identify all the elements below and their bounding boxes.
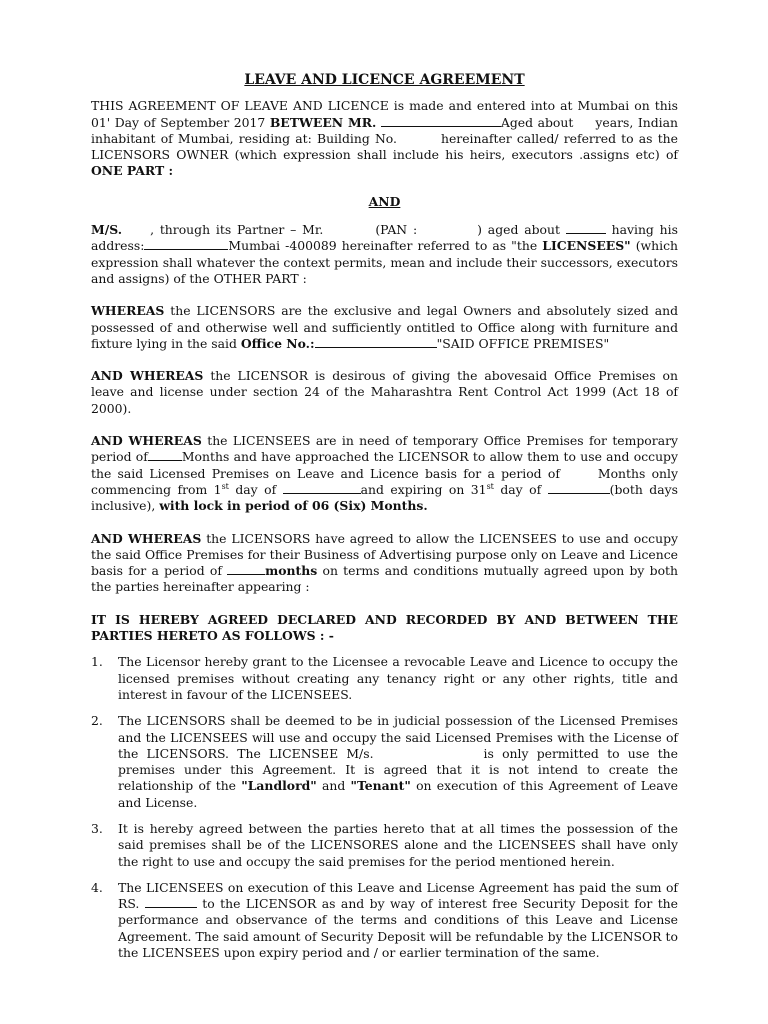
clause-item: 2. The LICENSORS shall be deemed to be in judicial possession of the Licensed Premises and the LICENSEES will use and occupy the said Licensed Premises with the License of the LICENSORS. The LICENSEE M/s. is only permitted to use the premises under this Agreement. It is agreed that it is not intend to create the relationship of the "Landlord" and "Tenant" on execution of this Agreement of Leave and License. [91, 713, 678, 810]
clause-item: 1. The Licensor hereby grant to the Licensee a revocable Leave and Licence to occupy the licensed premises without creating any tenancy right or any other rights, title and interest in favour of the LICENSEES. [91, 654, 678, 702]
paragraph-whereas-need: AND WHEREAS the LICENSEES are in need of temporary Office Premises for temporary period of Months and have approached the LICENSOR to allow them to use and occupy the said Licensed Premises on Leave and Licence basis for a period of Months only commencing from 1st day of and expiring on 31st day of (both days inclusive), with lock in period of 06 (Six) Months. [91, 433, 679, 514]
heading-agreed-declared: IT IS HEREBY AGREED DECLARED AND RECORDED BY AND BETWEEN THE PARTIES HERETO AS FOLLOWS : - [91, 611, 678, 644]
blank-line [148, 449, 182, 461]
paragraph-parties-licensee: M/S. , through its Partner – Mr. (PAN : ) aged about having his address: Mumbai -400089 hereinafter referred to as "the LICENSEES" (which expression shall whatever the context permits, mean and include their successors, executors and assigns) of the OTHER PART : [91, 222, 678, 286]
blank-line [145, 896, 197, 908]
and-heading: AND [368, 193, 401, 209]
blank-line [548, 482, 610, 494]
paragraph-parties-licensor: THIS AGREEMENT OF LEAVE AND LICENCE is made and entered into at Mumbai on this 01' Day of September 2017 BETWEEN MR. Aged about years, Indian inhabitant of Mumbai, residing at: Building No. hereinafter called/ referred to as the LICENSORS OWNER (which expression shall include his heirs, executors .assigns etc) of ONE PART : [91, 98, 678, 179]
blank-line [566, 222, 606, 234]
clause-item: 4. The LICENSEES on execution of this Leave and License Agreement has paid the sum of RS. to the LICENSOR as and by way of interest free Security Deposit for the performance and observance of the terms and conditions of this Leave and License Agreement. The said amount of Security Deposit will be refundable by the LICENSOR to the LICENSEES upon expiry period and / or earlier termination of the same. [91, 879, 678, 961]
blank-line [144, 238, 228, 250]
document-title: LEAVE AND LICENCE AGREEMENT [244, 72, 525, 88]
blank-line [227, 563, 265, 575]
paragraph-whereas-ownership: WHEREAS the LICENSORS are the exclusive and legal Owners and absolutely sized and possessed of and otherwise well and sufficiently ontitled to Office along with furniture and fixture lying in the said Office No.: "SAID OFFICE PREMISES" [91, 303, 678, 351]
blank-line [315, 336, 437, 348]
paragraph-whereas-desire: AND WHEREAS the LICENSOR is desirous of giving the abovesaid Office Premises on leave and license under section 24 of the Maharashtra Rent Control Act 1999 (Act 18 of 2000). [91, 368, 678, 416]
clause-item: 3. It is hereby agreed between the parties hereto that at all times the possession of the said premises shall be of the LICENSORES alone and the LICENSEES shall have only the right to use and occupy the said premises for the period mentioned herein. [91, 820, 678, 869]
paragraph-whereas-agreed: AND WHEREAS the LICENSORS have agreed to allow the LICENSEES to use and occupy the said Office Premises for their Business of Advertising purpose only on Leave and Licence basis for a period of months on terms and conditions mutually agreed upon by both the parties hereinafter appearing : [91, 530, 678, 595]
blank-line [283, 482, 361, 494]
clause-list [91, 654, 678, 961]
blank-line [381, 115, 501, 127]
